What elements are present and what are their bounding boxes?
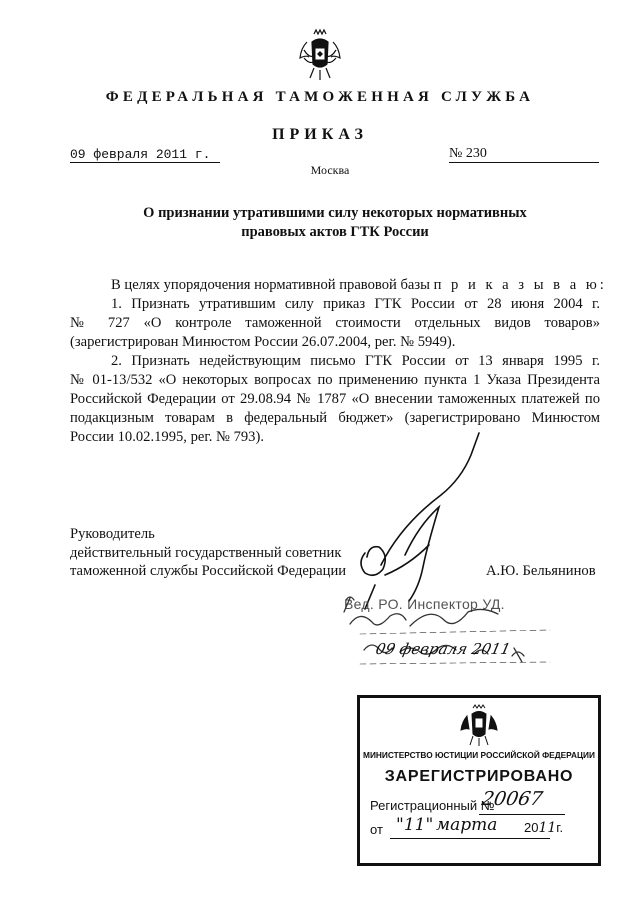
item1-line-3: (зарегистрирован Минюстом России 26.07.2004, рег. № 5949). — [70, 334, 456, 350]
registration-date-day: "11" — [396, 815, 434, 835]
registration-stamp — [357, 695, 601, 866]
item2-line-4: подакцизным товарам в федеральный бюджет» (зарегистрировано Минюстом — [70, 410, 600, 426]
registration-year-suffix: г. — [556, 820, 564, 835]
signatory-position-line-2: действительный государственный советник — [70, 545, 342, 561]
signatory-name: А.Ю. Бельянинов — [486, 563, 596, 579]
item2-line-2: № 01-13/532 «О некоторых вопросах по применению пункта 1 Указа Президента — [70, 372, 600, 388]
intro-order-word: п р и к а з ы в а ю: — [433, 277, 607, 293]
registration-ministry: МИНИСТЕРСТВО ЮСТИЦИИ РОССИЙСКОЙ ФЕДЕРАЦИИ — [363, 750, 595, 760]
registration-date-underline — [390, 838, 550, 839]
registration-year-prefix: 20 — [524, 820, 539, 835]
registration-date-month: марта — [436, 815, 498, 835]
intro-text: В целях упорядочения нормативной правовой базы — [111, 277, 430, 293]
item1-line-2: № 727 «О контроле таможенной стоимости отдельных видов товаров» — [70, 315, 600, 331]
inspector-stamp — [340, 592, 555, 670]
order-number: № 230 — [449, 146, 487, 161]
order-number-field — [449, 146, 599, 163]
signatory-position-line-1: Руководитель — [70, 526, 155, 542]
registration-date-label: от — [370, 822, 383, 837]
inspector-handwritten-date: 09 февраля 2011 — [374, 640, 513, 658]
document-type: ПРИКАЗ — [272, 126, 368, 143]
registration-year-handwritten: 11 — [538, 820, 557, 836]
signatory-position-line-3: таможенной службы Российской Федерации — [70, 563, 347, 579]
item2-line-1: 2. Признать недействующим письмо ГТК России от 13 января 1995 г. — [111, 353, 600, 369]
agency-name: ФЕДЕРАЛЬНАЯ ТАМОЖЕННАЯ СЛУЖБА — [105, 89, 535, 105]
order-title-line-2: правовых актов ГТК России — [241, 224, 429, 240]
intro-line — [111, 276, 607, 295]
registration-date-year — [524, 820, 563, 836]
item2-line-3: Российской Федерации от 29.08.94 № 1787 «О внесении таможенных платежей по — [70, 391, 600, 407]
item1-line-1: 1. Признать утратившим силу приказ ГТК России от 28 июня 2004 г. — [111, 296, 600, 312]
emblem-icon — [460, 704, 498, 748]
inspector-stamp-text: Вед. РО. Инспектор УД. — [344, 596, 505, 612]
item2-line-5: России 10.02.1995, рег. № 793). — [70, 429, 264, 445]
emblem-icon — [298, 28, 342, 82]
handwritten-signature — [345, 425, 485, 615]
registration-number-label: Регистрационный № — [370, 798, 495, 813]
registration-number-value: 20067 — [480, 788, 545, 810]
order-title-line-1: О признании утратившими силу некоторых нормативных — [143, 205, 527, 221]
registration-status: ЗАРЕГИСТРИРОВАНО — [384, 768, 574, 785]
order-date: 09 февраля 2011 г. — [70, 147, 220, 163]
order-city: Москва — [310, 163, 350, 177]
